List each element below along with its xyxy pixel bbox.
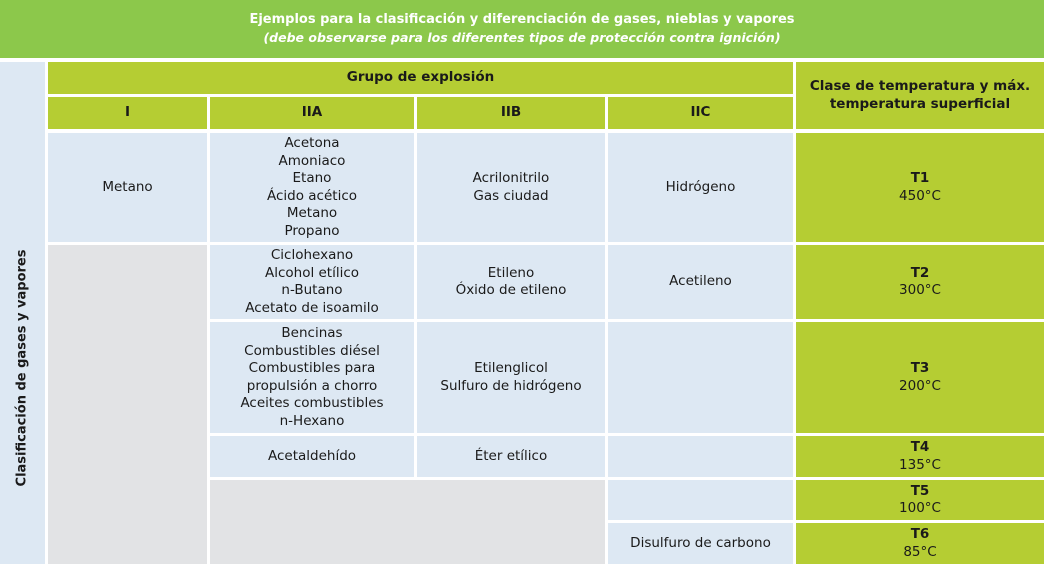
cell-row1-IIA: Acetona Amoniaco Etano Ácido acético Metano Propano — [210, 133, 414, 242]
cell-row6-IIC: Disulfuro de carbono — [608, 523, 793, 564]
column-header-IIB: IIB — [417, 97, 605, 129]
group-header: Grupo de explosión — [48, 62, 793, 94]
cell-row1-IIC: Hidrógeno — [608, 133, 793, 242]
table-subtitle: (debe observarse para los diferentes tipos de protección contra ignición) — [263, 30, 781, 45]
cell-row1-temperature: T1 450°C — [796, 133, 1044, 242]
cell-row3-IIA: Bencinas Combustibles diésel Combustibles para propulsión a chorro Aceites combustibles n-Hexano — [210, 322, 414, 433]
cell-row4-IIA: Acetaldehído — [210, 436, 414, 477]
column-header-IIA: IIA — [210, 97, 414, 129]
side-label: Clasificación de gases y vapores — [14, 249, 30, 487]
empty-cell-IIA-IIB — [210, 480, 605, 564]
cell-row1-IIB: Acrilonitrilo Gas ciudad — [417, 133, 605, 242]
column-header-I: I — [48, 97, 207, 129]
cell-row2-IIC: Acetileno — [608, 245, 793, 319]
cell-row3-IIB: Etilenglicol Sulfuro de hidrógeno — [417, 322, 605, 433]
table-title: Ejemplos para la clasificación y diferenciación de gases, nieblas y vapores — [249, 12, 795, 27]
cell-row5-temperature: T5 100°C — [796, 480, 1044, 520]
cell-row4-IIB: Éter etílico — [417, 436, 605, 477]
column-header-IIC: IIC — [608, 97, 793, 129]
empty-cell-I — [48, 245, 207, 564]
cell-row2-temperature: T2 300°C — [796, 245, 1044, 319]
cell-row3-IIC — [608, 322, 793, 433]
cell-row4-IIC — [608, 436, 793, 477]
cell-row2-IIA: Ciclohexano Alcohol etílico n-Butano Acetato de isoamilo — [210, 245, 414, 319]
cell-row5-IIC — [608, 480, 793, 520]
side-label-column — [0, 62, 45, 564]
cell-row2-IIB: Etileno Óxido de etileno — [417, 245, 605, 319]
table-title-banner — [0, 0, 1044, 58]
cell-row3-temperature: T3 200°C — [796, 322, 1044, 433]
temperature-class-header: Clase de temperatura y máx. temperatura superficial — [796, 62, 1044, 129]
cell-row6-temperature: T6 85°C — [796, 523, 1044, 564]
cell-row1-I: Metano — [48, 133, 207, 242]
cell-row4-temperature: T4 135°C — [796, 436, 1044, 477]
